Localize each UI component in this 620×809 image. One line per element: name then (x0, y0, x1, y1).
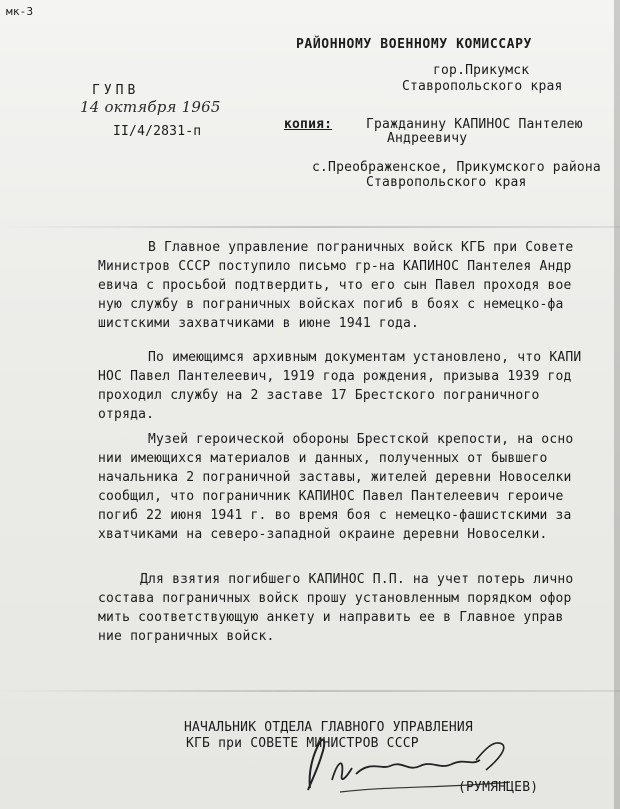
body-line: ние пограничных войск. (98, 629, 275, 644)
signature-title-line-1: НАЧАЛЬНИК ОТДЕЛА ГЛАВНОГО УПРАВЛЕНИЯ (184, 720, 473, 735)
body-line: мить соответствующую анкету и направить ее в Главное управ (98, 610, 564, 625)
copy-label: копия: (284, 117, 333, 132)
body-line: евича с просьбой подтвердить, что его сын Павел проходя вое (98, 278, 572, 293)
body-line: Министров СССР поступило письмо гр-на КАПИНОС Пантелея Андр (98, 259, 572, 274)
body-line: По имеющимся архивным документам установлено, что КАПИ (148, 350, 582, 365)
addressee-line-2: гор.Прикумск (433, 63, 530, 78)
form-code: мк-3 (6, 5, 34, 18)
copy-line-2: Андреевичу (387, 131, 468, 146)
fold-line (0, 690, 620, 692)
body-line: шистскими захватчиками в июне 1941 года. (98, 316, 420, 331)
body-line: В Главное управление пограничных войск КГБ при Совете (148, 240, 574, 255)
ref-date-handwritten: 14 октября 1965 (80, 98, 221, 116)
addressee-line-1: РАЙОННОМУ ВОЕННОМУ КОМИССАРУ (296, 37, 532, 52)
copy-line-1: Гражданину КАПИНОС Пантелею (366, 117, 583, 132)
signer-name: (РУМЯНЦЕВ) (458, 780, 539, 795)
body-line: погиб 22 июня 1941 г. во время боя с немецко-фашистскими за (98, 508, 572, 523)
ref-org: ГУПВ (92, 83, 140, 98)
signature-title-line-2: КГБ при СОВЕТЕ МИНИСТРОВ СССР (186, 736, 419, 751)
body-line: нии имеющихся материалов и данных, полученных от бывшего (98, 451, 548, 466)
page-edge-shadow (614, 0, 620, 809)
addressee-line-3: Ставропольского края (402, 79, 563, 94)
body-line: НОС Павел Пантелеевич, 1919 года рождения, призыва 1939 год (98, 369, 572, 384)
copy-line-4: Ставропольского края (366, 175, 527, 190)
body-line: сообщил, что пограничник КАПИНОС Павел Пантелеевич героиче (98, 489, 564, 504)
body-line: начальника 2 пограничной заставы, жителей деревни Новоселки (98, 470, 572, 485)
body-line: хватчиками на северо-западной окраине деревни Новоселки. (98, 527, 548, 542)
body-line: Музей героической обороны Брестской крепости, на осно (148, 432, 574, 447)
body-line: состава пограничных войск прошу установленным порядком офор (98, 591, 572, 606)
fold-line (0, 226, 620, 228)
body-line: проходил службу на 2 заставе 17 Брестского пограничного (98, 388, 540, 403)
body-line: отряда. (98, 407, 155, 422)
ref-number: II/4/2831-п (113, 124, 202, 139)
body-line: ную службу в пограничных войсках погиб в боях с немецко-фа (98, 297, 564, 312)
body-line: Для взятия погибшего КАПИНОС П.П. на учет потерь лично (140, 572, 574, 587)
copy-line-3: с.Преображенское, Прикумского района (312, 160, 601, 175)
